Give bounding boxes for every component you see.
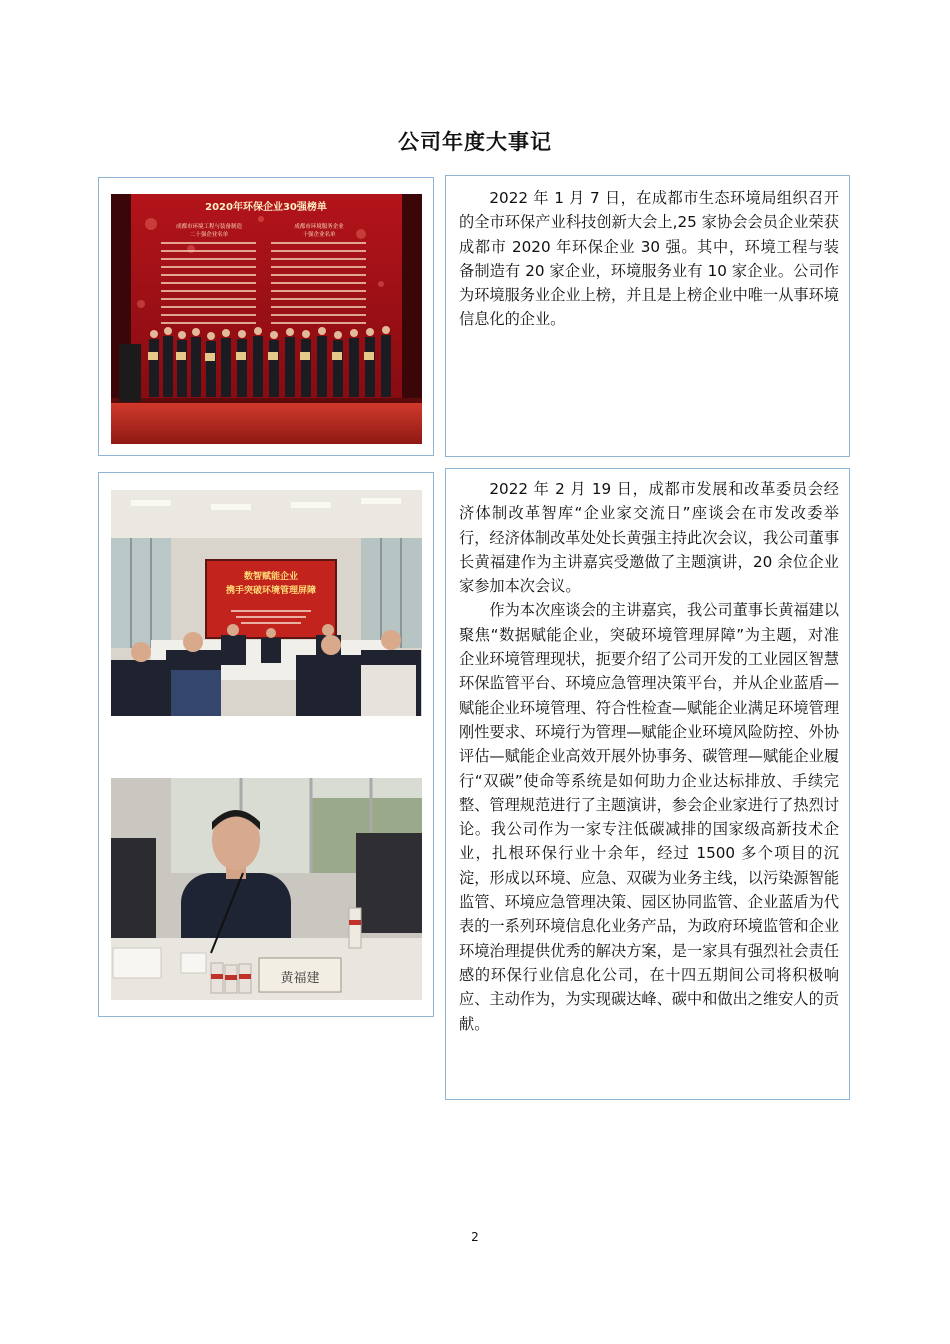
event1-photo-panel (98, 177, 434, 456)
screen-line-1: 数智赋能企业 (243, 572, 299, 582)
event2-paragraph-2: 作为本次座谈会的主讲嘉宾，我公司董事长黄福建以聚焦“数据赋能企业，突破环境管理屏障”为主题，对准企业环境管理现状，扼要介绍了公司开发的工业园区智慧环保监管平台、环境应急管理决策平台，并从企业蓝盾—赋能企业环境管理、符合性检查—赋能企业满足环境管理刚性要求、环境行为管理—赋能企业环境风险防控、外协评估—赋能企业高效开展外协事务、碳管理—赋能企业履行“双碳”使命等系统是如何助力企业达标排放、手续完整、管理规范进行了主题演讲，参会企业家进行了热烈讨论。我公司作为一家专注低碳减排的国家级高新技术企业，扎根环保行业十余年，经过 1500 多个项目的沉淀，形成以环境、应急、双碳为业务主线，以污染源智能监管、环境应急管理决策、园区协同监管、企业蓝盾为代表的一系列环境信息化业务产品，为政府环境监管和企业环境治理提供优秀的解决方案，是一家具有强烈社会责任感的环保行业信息化公司，在十四五期间公司将积极响应、主动作为，为实现碳达峰、碳中和做出之维安人的贡献。 (459, 601, 839, 1033)
award-ceremony-image (111, 194, 422, 444)
speaker-image (111, 778, 422, 1000)
award-ceremony-photo (111, 194, 422, 444)
right-list-heading-2: 十强企业名单 (302, 232, 336, 238)
right-list-heading-1: 成都市环境服务企业 (294, 224, 344, 230)
event1-paragraph: 2022 年 1 月 7 日，在成都市生态环境局组织召开的全市环保产业科技创新大会上,25 家协会会员企业荣获成都市 2020 年环保企业 30 强。其中，环境工程与装备制造有 20 家企业，环境服务业有 10 家企业。公司作为环境服务业企业上榜，并且是上榜企业中唯一从事环境信息化的企业。 (459, 189, 839, 329)
page-number: 2 (471, 1230, 479, 1244)
page-title: 公司年度大事记 (398, 130, 552, 154)
event2-text-panel (445, 468, 850, 1100)
event2-paragraph-1: 2022 年 2 月 19 日，成都市发展和改革委员会经济体制改革智库“企业家交流日”座谈会在市发改委举行，经济体制改革处处长黄强主持此次会议，我公司董事长黄福建作为主讲嘉宾受邀做了主题演讲，20 余位企业家参加本次会议。 (459, 480, 839, 596)
event2-text (459, 477, 839, 1036)
left-list-heading-2: 二十强企业名单 (189, 232, 229, 238)
event1-text-panel (445, 175, 850, 457)
speaker-nameplate: 黄福建 (280, 971, 320, 986)
event2-photo-panel (98, 472, 434, 1017)
speaker-photo (111, 778, 422, 1000)
left-list-heading-1: 成都市环境工程与装备制造 (175, 224, 243, 230)
forum-meeting-image (111, 490, 422, 716)
banner-title: 2020年环保企业30强榜单 (205, 202, 327, 213)
screen-line-2: 携手突破环境管理屏障 (225, 586, 317, 596)
forum-meeting-photo (111, 490, 422, 716)
event1-text (459, 186, 839, 332)
